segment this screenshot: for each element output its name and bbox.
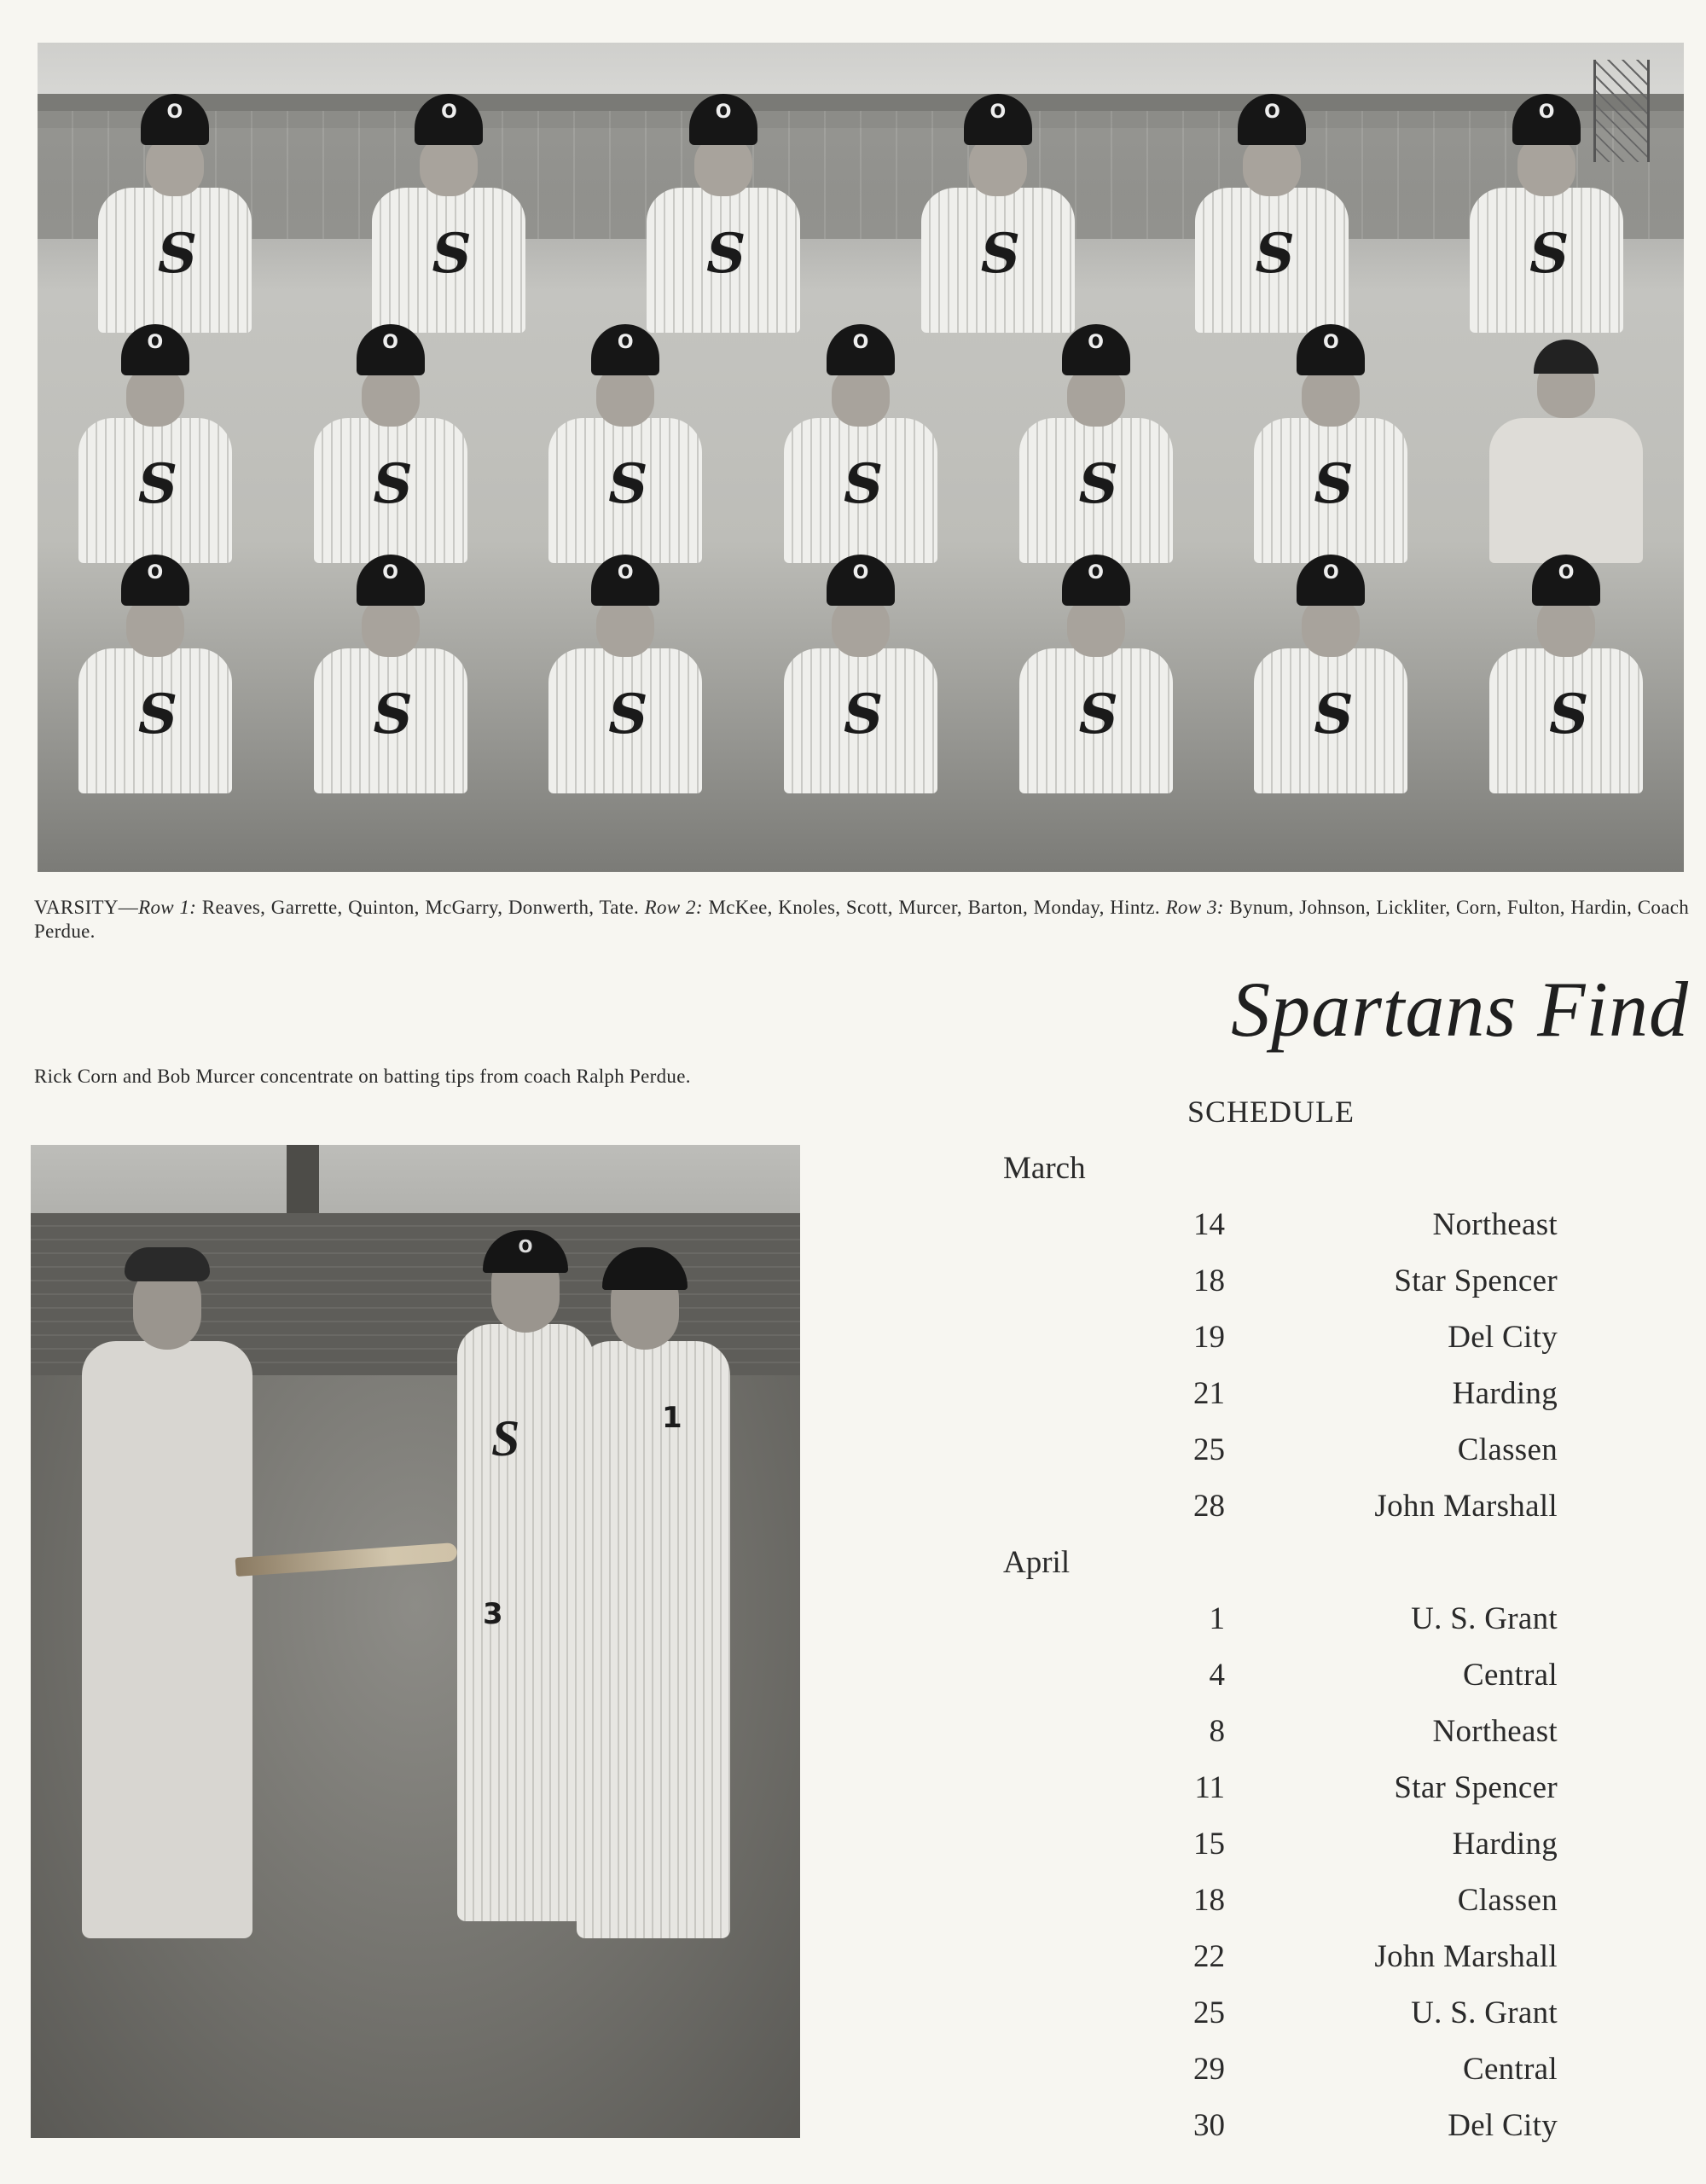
row1-names: Reaves, Garrette, Quinton, McGarry, Donwerth, Tate. — [201, 897, 640, 918]
row3-label: Row 3: — [1165, 897, 1224, 918]
player-figure-1 — [457, 1222, 594, 1921]
schedule-row — [1003, 1599, 1558, 1655]
game-opponent: Del City — [1448, 2108, 1558, 2143]
player-figure — [363, 94, 534, 333]
game-opponent: Star Spencer — [1394, 1263, 1558, 1298]
game-date: 21 — [1193, 1376, 1225, 1411]
varsity-prefix: VARSITY— — [34, 897, 139, 918]
schedule-row — [1003, 1486, 1558, 1542]
cap-logo: O — [827, 555, 895, 606]
player-figure — [70, 555, 241, 793]
schedule-row — [1003, 2106, 1558, 2162]
schedule-row — [1003, 1768, 1558, 1824]
coach-body — [82, 1341, 252, 1938]
shirt-logo: S — [432, 222, 472, 286]
schedule-row — [1003, 1937, 1558, 1993]
row2-names: McKee, Knoles, Scott, Murcer, Barton, Monday, Hintz. — [708, 897, 1160, 918]
game-opponent: Central — [1462, 1658, 1558, 1693]
player2-body — [577, 1341, 730, 1938]
player-figure — [305, 555, 476, 793]
player1-number: 3 — [483, 1597, 503, 1631]
photo-row-standing — [38, 94, 1684, 333]
game-date: 28 — [1193, 1489, 1225, 1524]
face — [969, 136, 1027, 196]
game-opponent: Central — [1462, 2052, 1558, 2087]
player-figure — [775, 324, 946, 563]
shirt-logo: S — [1255, 222, 1295, 286]
player-figure — [1245, 555, 1416, 793]
face — [1517, 136, 1575, 196]
player-figure — [90, 94, 260, 333]
face — [126, 597, 184, 657]
batting-caption: Rick Corn and Bob Murcer concentrate on batting tips from coach Ralph Perdue. — [34, 1066, 691, 1087]
month-label: March — [1003, 1151, 1086, 1186]
game-date: 14 — [1193, 1207, 1225, 1242]
schedule-row — [1003, 1317, 1558, 1374]
schedule-row — [1003, 2049, 1558, 2106]
game-date: 22 — [1193, 1939, 1225, 1974]
game-opponent: Harding — [1452, 1376, 1558, 1411]
game-opponent: Classen — [1457, 1432, 1558, 1467]
face — [1067, 367, 1125, 427]
cap-logo: O — [121, 555, 189, 606]
cap-logo: O — [964, 94, 1032, 145]
player-figure — [70, 324, 241, 563]
schedule-row — [1003, 1993, 1558, 2049]
game-opponent: U. S. Grant — [1411, 1601, 1558, 1636]
player-figure — [1245, 324, 1416, 563]
shirt-logo: S — [1314, 682, 1354, 746]
cap-logo: O — [415, 94, 483, 145]
cap-logo: O — [1062, 324, 1130, 375]
schedule-row — [1003, 1711, 1558, 1768]
game-date: 19 — [1193, 1320, 1225, 1355]
face — [420, 136, 478, 196]
face — [1302, 367, 1360, 427]
game-date: 4 — [1209, 1658, 1225, 1693]
cap-logo: O — [1062, 555, 1130, 606]
face — [1067, 597, 1125, 657]
coach-figure — [1481, 324, 1651, 563]
player-figure — [540, 555, 711, 793]
shirt-logo: S — [843, 452, 884, 516]
photo-row-seated — [38, 555, 1684, 793]
schedule-row — [1003, 1374, 1558, 1430]
schedule-row — [1003, 1824, 1558, 1880]
cap-logo: O — [1297, 555, 1365, 606]
shirt-logo: S — [608, 452, 648, 516]
shirt-logo: S — [608, 682, 648, 746]
cap-logo: O — [141, 94, 209, 145]
game-opponent: Classen — [1457, 1883, 1558, 1918]
shirt-logo: S — [1078, 682, 1118, 746]
cap-logo: O — [1532, 555, 1600, 606]
face — [832, 367, 890, 427]
hair — [1534, 340, 1599, 374]
player-figure — [305, 324, 476, 563]
face — [362, 367, 420, 427]
cap-logo: O — [827, 324, 895, 375]
team-photo — [38, 43, 1684, 872]
face — [126, 367, 184, 427]
face — [1243, 136, 1301, 196]
uniform-shirt — [1489, 418, 1643, 563]
game-opponent: John Marshall — [1374, 1489, 1558, 1524]
game-date: 15 — [1193, 1827, 1225, 1862]
shirt-logo: S — [373, 682, 413, 746]
game-date: 8 — [1209, 1714, 1225, 1749]
face — [146, 136, 204, 196]
row1-label: Row 1: — [138, 897, 197, 918]
shirt-logo: S — [137, 452, 178, 516]
player-figure — [1011, 555, 1181, 793]
schedule-heading: SCHEDULE — [1187, 1095, 1355, 1129]
schedule-row — [1003, 1205, 1558, 1261]
game-date: 30 — [1193, 2108, 1225, 2143]
player-figure — [540, 324, 711, 563]
month-label: April — [1003, 1545, 1071, 1580]
player2-number: 1 — [662, 1401, 682, 1435]
cap-logo: O — [591, 324, 659, 375]
game-opponent: U. S. Grant — [1411, 1995, 1558, 2030]
schedule-row — [1003, 1655, 1558, 1711]
shirt-logo: S — [843, 682, 884, 746]
cap-logo: O — [1297, 324, 1365, 375]
photo-row-middle — [38, 324, 1684, 563]
coach-hair — [125, 1247, 210, 1281]
coach-figure — [82, 1239, 252, 1938]
player-figure — [1011, 324, 1181, 563]
game-opponent: Del City — [1448, 1320, 1558, 1355]
shirt-logo: S — [373, 452, 413, 516]
game-opponent: John Marshall — [1374, 1939, 1558, 1974]
shirt-logo: S — [137, 682, 178, 746]
cap-logo: O — [689, 94, 757, 145]
row3-names: Bynum, Johnson, Lickliter, Corn, Fulton, Hardin, Coach Perdue. — [34, 897, 1690, 942]
player2-cap — [602, 1247, 688, 1290]
face — [596, 597, 654, 657]
player-figure-2 — [577, 1239, 730, 1938]
shirt-logo: S — [1529, 222, 1570, 286]
schedule-list — [1003, 1148, 1558, 2162]
player-figure — [775, 555, 946, 793]
shirt-logo: S — [1078, 452, 1118, 516]
shirt-logo: S — [1549, 682, 1589, 746]
shirt-logo: S — [157, 222, 198, 286]
cap-logo: O — [357, 555, 425, 606]
game-date: 18 — [1193, 1263, 1225, 1298]
shirt-logo: S — [1314, 452, 1354, 516]
game-opponent: Star Spencer — [1394, 1770, 1558, 1805]
game-date: 29 — [1193, 2052, 1225, 2087]
batting-photo — [31, 1145, 800, 2138]
game-date: 25 — [1193, 1995, 1225, 2030]
game-opponent: Harding — [1452, 1827, 1558, 1862]
player1-shirt-logo: S — [491, 1410, 520, 1467]
game-date: 25 — [1193, 1432, 1225, 1467]
cap-logo: O — [591, 555, 659, 606]
row2-label: Row 2: — [644, 897, 703, 918]
player1-cap: O — [483, 1230, 568, 1273]
game-date: 1 — [1209, 1601, 1225, 1636]
schedule-row — [1003, 1880, 1558, 1937]
shirt-logo: S — [706, 222, 746, 286]
schedule-row — [1003, 1261, 1558, 1317]
player1-body — [457, 1324, 594, 1921]
game-opponent: Northeast — [1432, 1714, 1558, 1749]
face — [362, 597, 420, 657]
cap-logo: O — [1512, 94, 1581, 145]
cap-logo: O — [357, 324, 425, 375]
game-date: 18 — [1193, 1883, 1225, 1918]
player-figure — [1481, 555, 1651, 793]
cap-logo: O — [121, 324, 189, 375]
shirt-logo: S — [980, 222, 1021, 286]
player-figure — [1461, 94, 1632, 333]
cap-logo: O — [1238, 94, 1306, 145]
face — [1537, 597, 1595, 657]
face — [694, 136, 752, 196]
face — [1302, 597, 1360, 657]
player-figure — [913, 94, 1083, 333]
player-figure — [638, 94, 809, 333]
game-opponent: Northeast — [1432, 1207, 1558, 1242]
game-date: 11 — [1194, 1770, 1225, 1805]
player-figure — [1187, 94, 1357, 333]
schedule-row — [1003, 1430, 1558, 1486]
varsity-caption — [34, 896, 1689, 944]
page-title: Spartans Find — [1231, 966, 1689, 1053]
face — [832, 597, 890, 657]
face — [596, 367, 654, 427]
